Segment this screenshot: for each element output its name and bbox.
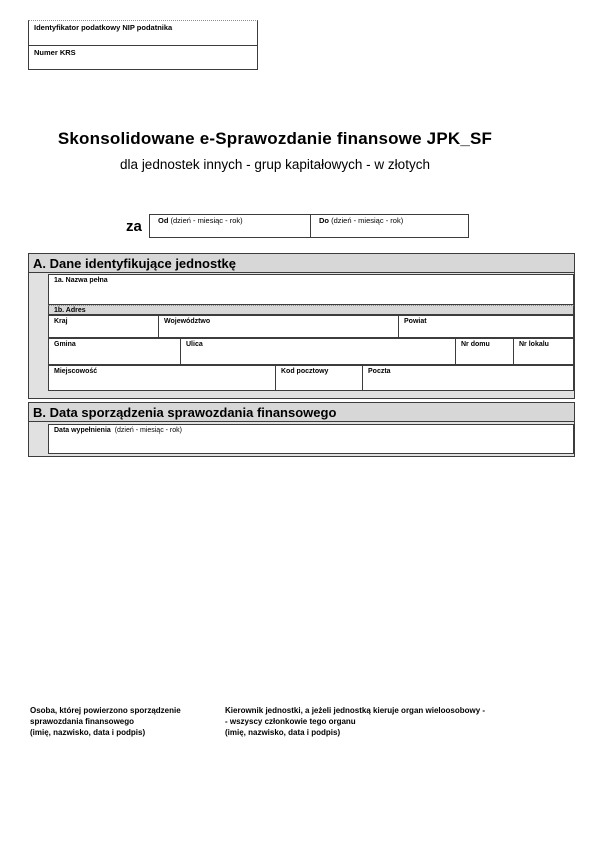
- krs-label: Numer KRS: [34, 48, 76, 57]
- nr-domu-field[interactable]: [455, 338, 514, 365]
- fill-date-label: Data wypełnienia (dzień - miesiąc - rok): [54, 427, 182, 434]
- nip-field[interactable]: [29, 21, 257, 46]
- address-subheader-label: 1b. Adres: [54, 307, 86, 314]
- signature-manager: [225, 705, 485, 738]
- powiat-field[interactable]: [398, 315, 574, 338]
- date-from-field[interactable]: [149, 214, 311, 238]
- full-name-label: 1a. Nazwa pełna: [54, 277, 108, 284]
- signature-manager-line2: - wszyscy członkowie tego organu: [225, 717, 356, 726]
- signature-preparer: [30, 705, 181, 738]
- miejscowosc-label: Miejscowość: [54, 368, 98, 375]
- gmina-field[interactable]: [48, 338, 181, 365]
- miejscowosc-field[interactable]: [48, 365, 277, 391]
- ulica-label: Ulica: [186, 341, 203, 348]
- ulica-field[interactable]: [180, 338, 456, 365]
- signature-manager-line1: Kierownik jednostki, a jeżeli jednostką kieruje organ wieloosobowy -: [225, 706, 486, 715]
- full-name-field[interactable]: [48, 274, 574, 305]
- signature-preparer-line2: sprawozdania finansowego: [30, 717, 135, 726]
- signature-preparer-line1: Osoba, której powierzono sporządzenie: [30, 706, 181, 715]
- section-b: [28, 402, 575, 457]
- form-title: Skonsolidowane e-Sprawozdanie finansowe JPK_SF: [57, 129, 493, 148]
- date-to-field[interactable]: [310, 214, 469, 238]
- title-block: [0, 129, 550, 172]
- kod-pocztowy-label: Kod pocztowy: [281, 368, 329, 375]
- nr-domu-label: Nr domu: [461, 341, 490, 348]
- section-a-body: [29, 273, 574, 398]
- fill-date-field[interactable]: [48, 424, 574, 454]
- taxpayer-id-box: [28, 20, 258, 70]
- date-from-label: Od (dzień - miesiąc - rok): [158, 216, 243, 225]
- date-to-label: Do (dzień - miesiąc - rok): [319, 216, 404, 225]
- krs-field[interactable]: [29, 46, 257, 70]
- section-b-body: [29, 422, 574, 456]
- wojewodztwo-label: Województwo: [164, 318, 211, 325]
- kod-pocztowy-field[interactable]: [275, 365, 363, 391]
- nip-label: Identyfikator podatkowy NIP podatnika: [34, 23, 173, 32]
- section-b-header: B. Data sporządzenia sprawozdania finansowego: [29, 403, 574, 422]
- section-a: [28, 253, 575, 399]
- poczta-label: Poczta: [368, 368, 391, 375]
- wojewodztwo-field[interactable]: [158, 315, 399, 338]
- kraj-field[interactable]: [48, 315, 159, 338]
- signature-preparer-line3: (imię, nazwisko, data i podpis): [30, 728, 146, 737]
- powiat-label: Powiat: [404, 318, 427, 325]
- gmina-label: Gmina: [54, 341, 76, 348]
- form-subtitle: dla jednostek innych - grup kapitałowych - w złotych: [120, 157, 430, 172]
- poczta-field[interactable]: [362, 365, 574, 391]
- nr-lokalu-field[interactable]: [513, 338, 574, 365]
- signature-manager-line3: (imię, nazwisko, data i podpis): [225, 728, 341, 737]
- address-subheader: [48, 305, 574, 315]
- za-label: za: [126, 218, 142, 235]
- kraj-label: Kraj: [54, 318, 68, 325]
- nr-lokalu-label: Nr lokalu: [519, 341, 549, 348]
- section-a-header: A. Dane identyfikujące jednostkę: [29, 254, 574, 273]
